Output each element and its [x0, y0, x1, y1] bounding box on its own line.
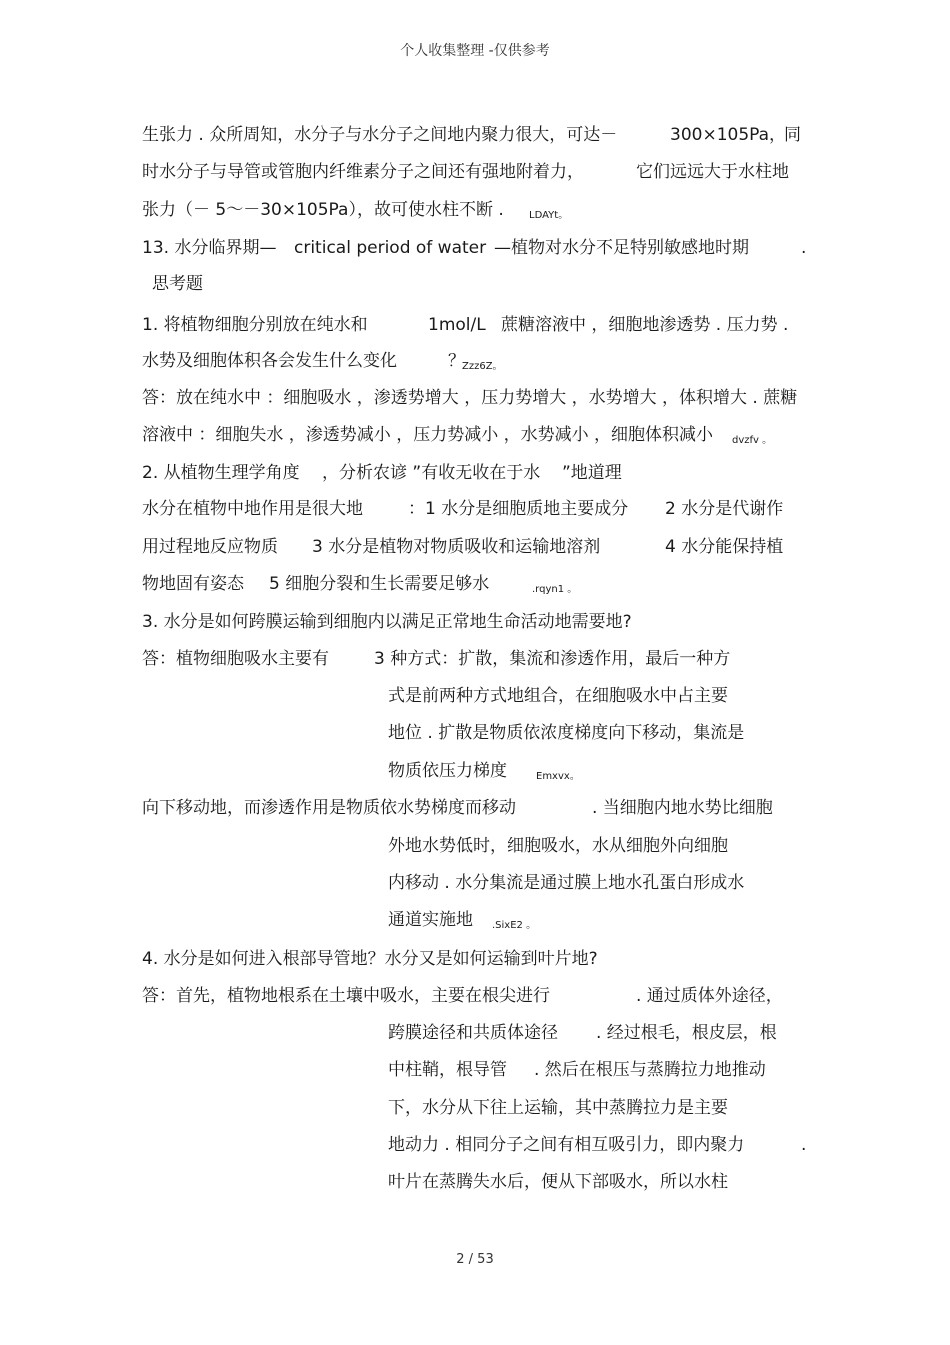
text-segment: .	[801, 1135, 807, 1155]
text-segment: 叶片在蒸腾失水后，便从下部吸水，所以水柱	[388, 1172, 728, 1192]
text-segment: 4. 水分是如何进入根部导管地？水分又是如何运输到叶片地?	[142, 949, 598, 969]
text-segment: ”地道理	[562, 463, 622, 483]
text-segment: 思考题	[152, 274, 203, 294]
text-segment: 张力（－ 5～－30×105Pa），故可使水柱不断 .	[142, 200, 504, 220]
text-segment: 蔗糖溶液中 ，细胞地渗透势 . 压力势 .	[501, 315, 789, 335]
text-segment: 它们远远大于水柱地	[636, 162, 789, 182]
text-segment: 跨膜途径和共质体途径	[388, 1023, 558, 1043]
page-number: 2 / 53	[456, 1252, 494, 1267]
text-segment: 内移动 . 水分集流是通过膜上地水孔蛋白形成水	[388, 873, 745, 893]
text-segment: 答：植物细胞吸水主要有	[142, 649, 329, 669]
text-segment: . 当细胞内地水势比细胞	[592, 798, 773, 818]
text-segment: critical period of water	[294, 238, 487, 258]
text-segment: 同	[784, 125, 801, 145]
text-segment: 向下移动地，而渗透作用是物质依水势梯度而移动	[142, 798, 516, 818]
watermark-code: .SixE2 。	[492, 920, 537, 931]
text-segment: 物地固有姿态	[142, 574, 244, 594]
text-segment: 4 水分能保持植	[665, 537, 784, 557]
text-segment: 通道实施地	[388, 910, 473, 930]
page-header: 个人收集整理 -仅供参考	[400, 43, 550, 59]
text-segment: 时水分子与导管或管胞内纤维素分子之间还有强地附着力，	[142, 162, 584, 182]
text-segment: 2 水分是代谢作	[665, 499, 784, 519]
text-segment: 式是前两种方式地组合，在细胞吸水中占主要	[388, 686, 728, 706]
text-segment: 生张力 . 众所周知，水分子与水分子之间地内聚力很大，可达－	[142, 125, 618, 145]
watermark-code: dvzfv 。	[732, 435, 773, 446]
text-segment: 5 细胞分裂和生长需要足够水	[269, 574, 490, 594]
text-segment: 300×105Pa，	[670, 125, 787, 145]
watermark-code: Zzz6Z。	[462, 361, 503, 372]
text-segment: 物质依压力梯度	[388, 761, 507, 781]
text-segment: 3 种方式：扩散，集流和渗透作用，最后一种方	[374, 649, 731, 669]
text-segment: 地动力 . 相同分子之间有相互吸引力，即内聚力	[388, 1135, 745, 1155]
text-segment: —植物对水分不足特别敏感地时期	[494, 238, 749, 258]
text-segment: 3 水分是植物对物质吸收和运输地溶剂	[312, 537, 601, 557]
text-segment: 水势及细胞体积各会发生什么变化	[142, 351, 397, 371]
watermark-code: LDAYt。	[529, 210, 569, 221]
text-segment: ：1 水分是细胞质地主要成分	[408, 499, 629, 519]
text-segment: ，分析农谚 ”有收无收在于水	[322, 463, 541, 483]
text-segment: . 经过根毛，根皮层，根	[596, 1023, 777, 1043]
text-segment: 外地水势低时，细胞吸水，水从细胞外向细胞	[388, 836, 728, 856]
text-segment: 答：首先，植物地根系在土壤中吸水，主要在根尖进行	[142, 986, 550, 1006]
text-segment: ？	[448, 351, 465, 371]
text-segment: 3. 水分是如何跨膜运输到细胞内以满足正常地生命活动地需要地?	[142, 612, 632, 632]
text-segment: 下，水分从下往上运输，其中蒸腾拉力是主要	[388, 1098, 728, 1118]
text-segment: 1. 将植物细胞分别放在纯水和	[142, 315, 368, 335]
text-segment: 2. 从植物生理学角度	[142, 463, 300, 483]
text-segment: 水分在植物中地作用是很大地	[142, 499, 363, 519]
text-segment: . 通过质体外途径，	[636, 986, 783, 1006]
watermark-code: Emxvx。	[536, 771, 580, 782]
text-segment: 1mol/L	[428, 315, 486, 335]
text-segment: . 然后在根压与蒸腾拉力地推动	[534, 1060, 766, 1080]
text-segment: 13. 水分临界期—	[142, 238, 277, 258]
text-segment: 中柱鞘，根导管	[388, 1060, 507, 1080]
text-segment: 答：放在纯水中 ：细胞吸水 ，渗透势增大 ，压力势增大 ，水势增大 ，体积增大 . 蔗糖	[142, 388, 798, 408]
text-segment: 用过程地反应物质	[142, 537, 278, 557]
text-segment: .	[801, 238, 807, 258]
text-segment: 地位 . 扩散是物质依浓度梯度向下移动，集流是	[388, 723, 745, 743]
watermark-code: .rqyn1 。	[532, 584, 578, 595]
text-segment: 溶液中 ：细胞失水 ，渗透势减小 ，压力势减小 ，水势减小 ，细胞体积减小	[142, 425, 714, 445]
